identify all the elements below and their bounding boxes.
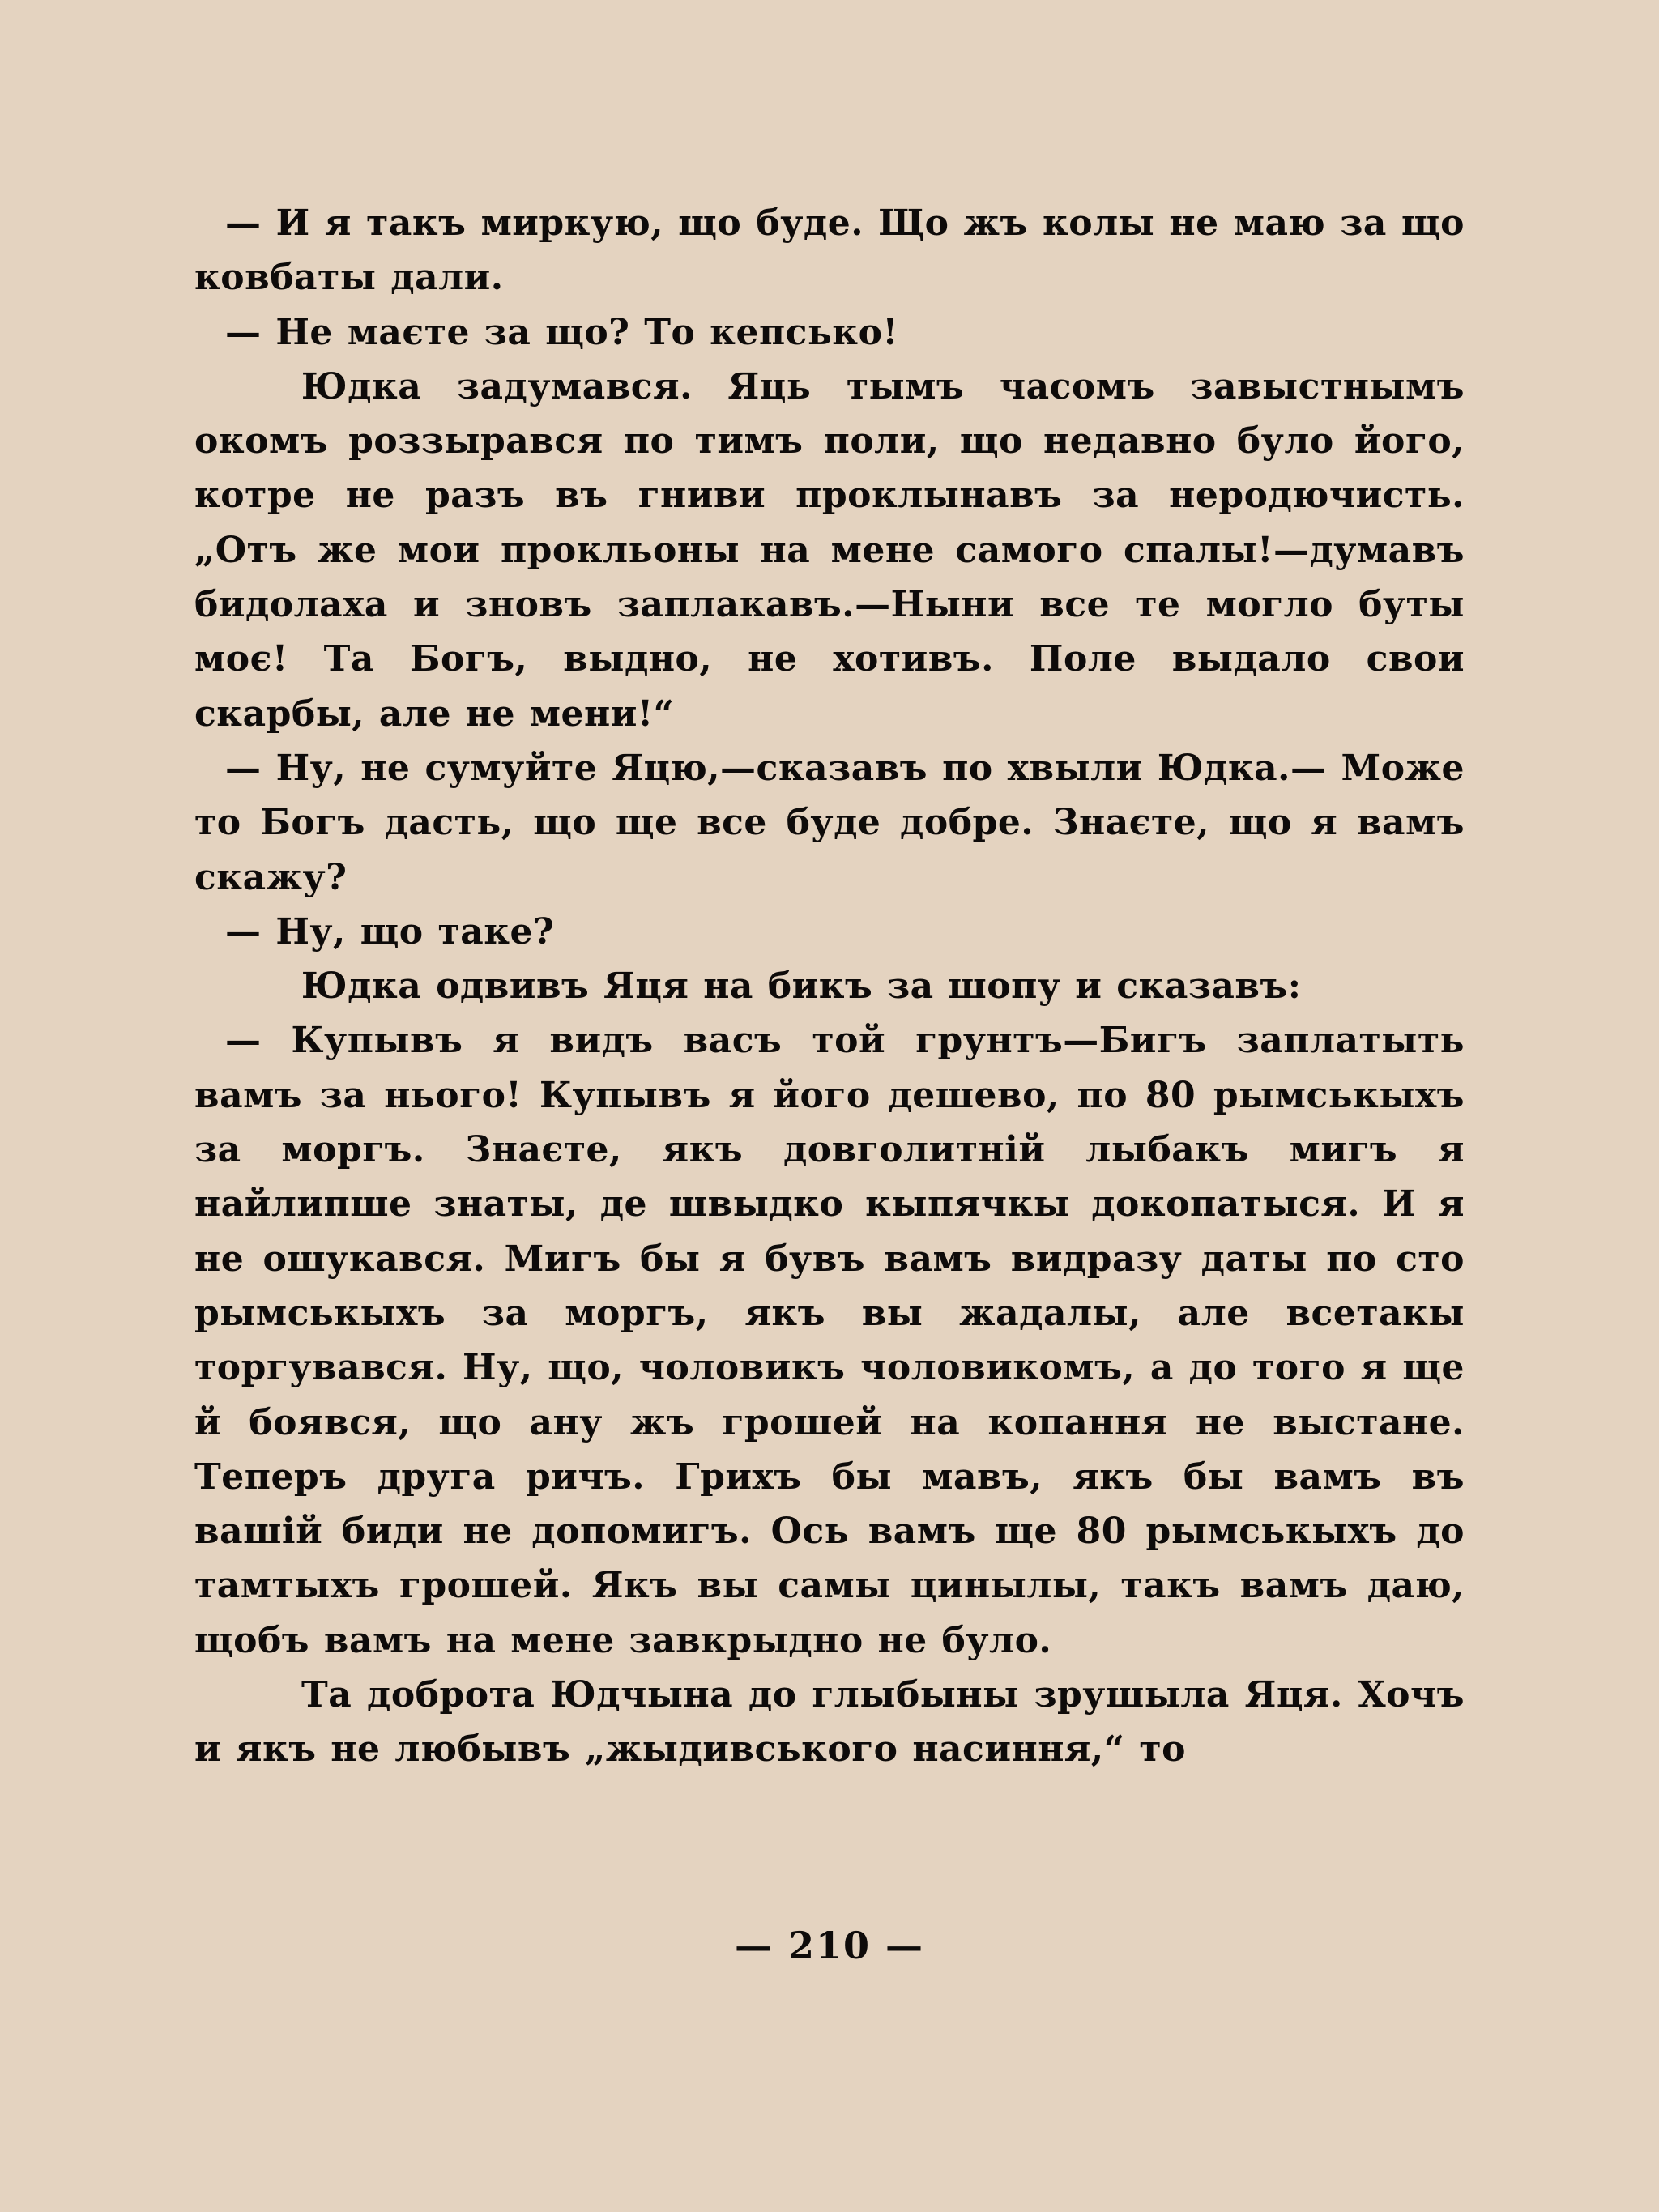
book-page	[194, 196, 1465, 2059]
page-number: — 210 —	[734, 1924, 925, 1967]
paragraph: — Купывъ я видъ васъ той грунтъ—Бигъ заплатыть вамъ за нього! Купывъ я його дешево, по 80 рымськыхъ за моргъ. Знаєте, якъ довголитній лыбакъ мигъ я найлипше знаты, де швыдко кыпячкы докопатыся. И я не ошукався. Мигъ бы я бувъ вамъ видразу даты по сто рымськыхъ за моргъ, якъ вы жадалы, але всетакы торгувався. Ну, що, чоловикъ чоловикомъ, а до того я ще й боявся, що ану жъ грошей на копання не выстане. Теперъ друга ричъ. Грихъ бы мавъ, якъ бы вамъ въ вашій биди не допомигъ. Ось вамъ ще 80 рымськыхъ до тамтыхъ грошей. Якъ вы самы цинылы, такъ вамъ даю, щобъ вамъ на мене завкрыдно не було.	[194, 1020, 1465, 1661]
paragraph: Юдка одвивъ Яця на бикъ за шопу и сказавъ:	[301, 965, 1302, 1008]
paragraph: Та доброта Юдчына до глыбыны зрушыла Яця. Хочъ и якъ не любывъ „жыдивського насиння,“ то	[194, 1674, 1465, 1771]
paragraph: Юдка задумався. Яць тымъ часомъ завыстнымъ окомъ роззырався по тимъ поли, що недавно було його, котре не разъ въ гниви проклынавъ за неродючисть. „Отъ же мои прокльоны на мене самого спалы!—думавъ бидолаха и зновъ заплакавъ.—Ныни все те могло буты моє! Та Богъ, выдно, не хотивъ. Поле выдало свои скарбы, але не мени!“	[194, 365, 1465, 735]
paragraph: — Ну, що таке?	[225, 910, 555, 953]
paragraph: — И я такъ миркую, що буде. Що жъ колы не маю за що ковбаты дали.	[194, 202, 1465, 299]
paragraph: — Не маєте за що? То кепсько!	[225, 311, 899, 353]
body-text	[194, 196, 1465, 1777]
paragraph: — Ну, не сумуйте Яцю,—сказавъ по хвыли Юдка.— Може то Богъ дасть, що ще все буде добре. Знаєте, що я вамъ скажу?	[194, 747, 1465, 898]
